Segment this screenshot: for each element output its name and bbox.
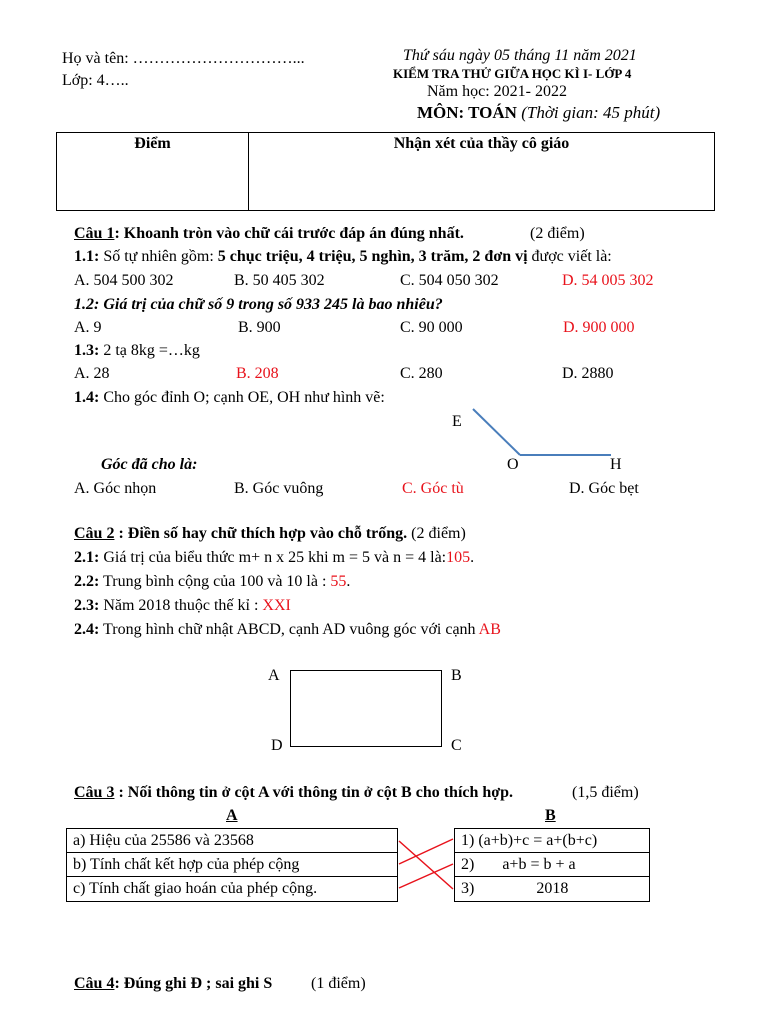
column-a-row: b) Tính chất kết hợp của phép cộng — [67, 853, 397, 877]
q1-4-number: 1.4: — [74, 389, 100, 406]
exam-duration: (Thời gian: 45 phút) — [516, 103, 661, 122]
q4-points: (1 điểm) — [311, 975, 366, 992]
q1-4-option-c: C. Góc tù — [402, 480, 464, 497]
q1-3-text: 2 tạ 8kg =…kg — [99, 342, 200, 359]
q1-1-option-a: A. 504 500 302 — [74, 272, 174, 289]
exam-title: KIỂM TRA THỬ GIỮA HỌC KÌ I- LỚP 4 — [393, 66, 632, 81]
exam-date: Thứ sáu ngày 05 tháng 11 năm 2021 — [403, 47, 637, 64]
school-year: Năm học: 2021- 2022 — [427, 83, 567, 100]
q1-1-text-start: Số tự nhiên gồm: — [99, 248, 218, 265]
subject-name: MÔN: TOÁN — [417, 103, 517, 122]
q1-2-prompt: 1.2: Giá trị của chữ số 9 trong số 933 245 là bao nhiêu? — [74, 296, 443, 313]
column-b-number: 2) — [461, 856, 475, 873]
q1-2-option-d: D. 900 000 — [563, 319, 635, 336]
rect-label-b: B — [451, 667, 462, 684]
q2-3-number: 2.3: — [74, 597, 100, 614]
q1-4-option-d: D. Góc bẹt — [569, 480, 639, 497]
column-b-value: (a+b)+c = a+(b+c) — [474, 832, 598, 849]
score-header: Điểm — [134, 135, 171, 152]
column-a-row: c) Tính chất giao hoán của phép cộng. — [73, 880, 318, 897]
q1-2-option-c: C. 90 000 — [400, 319, 463, 336]
rect-label-a: A — [268, 667, 280, 684]
q1-4-option-a: A. Góc nhọn — [74, 480, 157, 497]
q3-title: : Nối thông tin ở cột A với thông tin ở cột B cho thích hợp. — [114, 784, 514, 801]
q1-1-option-b: B. 50 405 302 — [234, 272, 325, 289]
class-field-label: Lớp: 4….. — [62, 72, 129, 89]
q1-4-text: Cho góc đỉnh O; cạnh OE, OH như hình vẽ: — [99, 389, 385, 406]
q1-3-option-c: C. 280 — [400, 365, 443, 382]
match-line-a-3 — [399, 841, 453, 889]
rect-label-d: D — [271, 737, 283, 754]
q2-4-text: Trong hình chữ nhật ABCD, cạnh AD vuông góc với cạnh — [99, 621, 479, 638]
angle-label-h: H — [610, 456, 622, 473]
q1-1-option-d: D. 54 005 302 — [562, 272, 654, 289]
column-b-value: a+b = b + a — [502, 856, 576, 873]
column-b-header: B — [545, 807, 556, 824]
comment-header: Nhận xét của thầy cô giáo — [393, 135, 570, 152]
match-line-b-1 — [399, 839, 453, 864]
q1-1-text-end: được viết là: — [527, 248, 612, 265]
q1-2-option-a: A. 9 — [74, 319, 102, 336]
q1-3-option-b: B. 208 — [236, 365, 279, 382]
q1-2-option-b: B. 900 — [238, 319, 281, 336]
q1-label: Câu 1 — [74, 225, 115, 242]
q2-3-text: Năm 2018 thuộc thế kỉ : — [99, 597, 263, 614]
q2-1-number: 2.1: — [74, 549, 100, 566]
q1-3-option-d: D. 2880 — [562, 365, 614, 382]
q4-heading — [74, 976, 272, 992]
q1-4-given: Góc đã cho là: — [101, 456, 198, 473]
name-field-label: Họ và tên: …………………………... — [62, 50, 305, 67]
q2-4-answer: AB — [478, 621, 501, 638]
q1-3-number: 1.3: — [74, 342, 100, 359]
q2-1-text: Giá trị của biểu thức m+ n x 25 khi m = 5 và n = 4 là: — [99, 549, 447, 566]
q4-label: Câu 4 — [74, 975, 115, 992]
q2-3-answer: XXI — [262, 597, 291, 614]
q3-label: Câu 3 — [74, 784, 115, 801]
q1-1-number: 1.1: — [74, 248, 100, 265]
q1-4-option-b: B. Góc vuông — [234, 480, 324, 497]
q2-points: (2 điểm) — [407, 525, 466, 542]
angle-label-e: E — [452, 413, 462, 430]
q1-title: : Khoanh tròn vào chữ cái trước đáp án đúng nhất. — [114, 225, 464, 242]
q1-1-text-bold: 5 chục triệu, 4 triệu, 5 nghìn, 3 trăm, 2 đơn vị — [217, 248, 528, 265]
q2-4-number: 2.4: — [74, 621, 100, 638]
q2-2-end: . — [346, 573, 351, 590]
rect-label-c: C — [451, 737, 462, 754]
q3-points: (1,5 điểm) — [572, 784, 639, 801]
q1-points: (2 điểm) — [530, 225, 585, 242]
q1-3-option-a: A. 28 — [74, 365, 110, 382]
column-b-number: 3) — [461, 880, 475, 897]
match-line-c-2 — [399, 864, 453, 888]
q1-1-option-c: C. 504 050 302 — [400, 272, 499, 289]
q2-label: Câu 2 — [74, 525, 115, 542]
column-b-value: 2018 — [536, 880, 569, 897]
column-a-row: a) Hiệu của 25586 và 23568 — [67, 829, 397, 853]
q2-1-answer: 105 — [446, 549, 471, 566]
q2-1-end: . — [470, 549, 475, 566]
column-b-number: 1) — [461, 832, 475, 849]
angle-label-o: O — [507, 456, 519, 473]
q2-2-text: Trung bình cộng của 100 và 10 là : — [99, 573, 331, 590]
q2-title: : Điền số hay chữ thích hợp vào chỗ trống. — [114, 525, 408, 542]
q2-2-number: 2.2: — [74, 573, 100, 590]
q4-title: : Đúng ghi Đ ; sai ghi S — [114, 975, 273, 992]
column-a-header: A — [226, 807, 238, 824]
q2-2-answer: 55 — [330, 573, 347, 590]
